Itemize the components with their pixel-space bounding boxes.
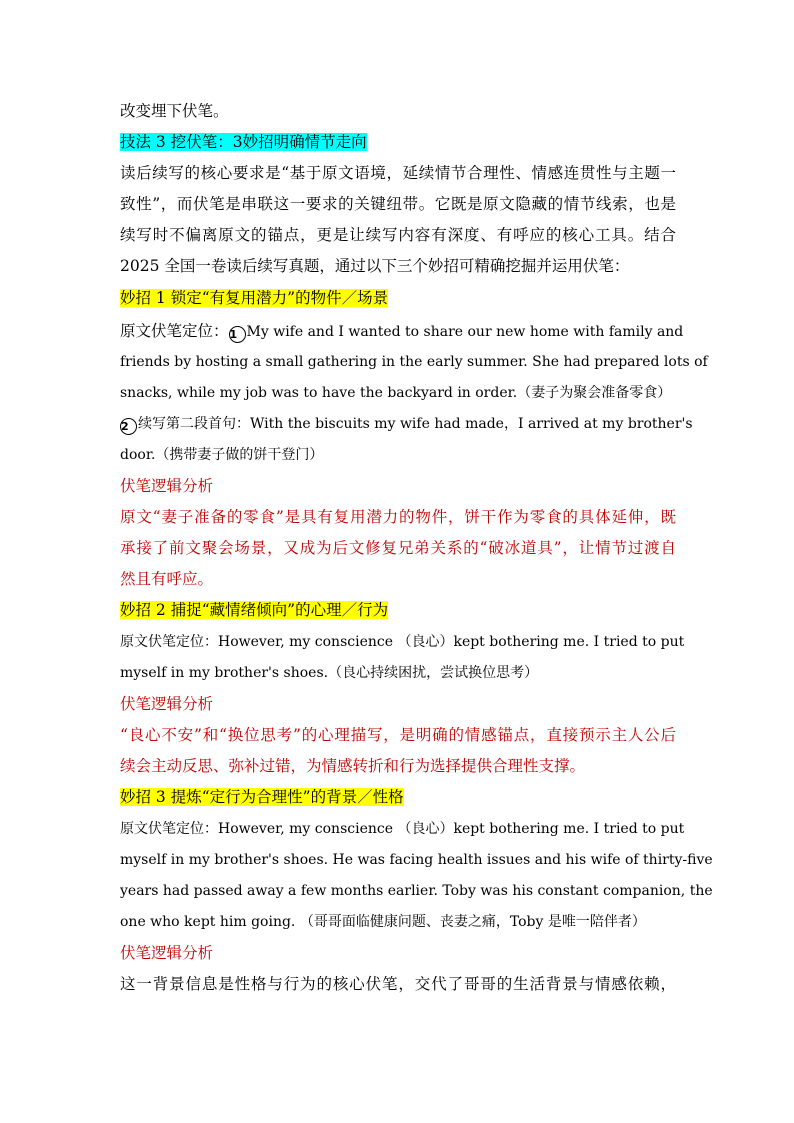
quote-text: 续写第二段首句：With the biscuits my wife had made，I arrived at my brother's — [138, 416, 693, 432]
tip-heading-3 — [120, 787, 404, 807]
quote-line — [120, 321, 684, 343]
circled-number: 1 — [229, 326, 246, 343]
quote-line: one who kept him going. （哥哥面临健康问题、丧妻之痛，Toby 是唯一陪伴者） — [120, 914, 646, 930]
analysis-line: “良心不安”和“换位思考”的心理描写，是明确的情感锚点，直接预示主人公后 — [120, 726, 676, 744]
circled-number: 2 — [120, 418, 137, 435]
quote-line: myself in my brother's shoes.（良心持续困扰，尝试换位思考） — [120, 665, 539, 681]
quote-line: myself in my brother's shoes. He was facing health issues and his wife of thirty-five — [120, 852, 713, 868]
logic-label: 伏笔逻辑分析 — [120, 944, 214, 962]
paragraph-line: 续写时不偏离原文的锚点，更是让续写内容有深度、有呼应的核心工具。结合 — [120, 226, 676, 244]
quote-label: 原文伏笔定位： — [120, 322, 229, 340]
quote-line: years had passed away a few months earlier. Toby was his constant companion, the — [120, 883, 713, 899]
paragraph-line: 读后续写的核心要求是“基于原文语境，延续情节合理性、情感连贯性与主题一 — [120, 164, 676, 182]
quote-text: My wife and I wanted to share our new home with family and — [246, 324, 684, 340]
quote-line: 原文伏笔定位：However, my conscience （良心）kept bothering me. I tried to put — [120, 634, 685, 650]
logic-label: 伏笔逻辑分析 — [120, 477, 214, 495]
tip-heading-1 — [120, 288, 388, 308]
paragraph-line: 2025 全国一卷读后续写真题，通过以下三个妙招可精确挖掘并运用伏笔： — [120, 257, 630, 275]
quote-line: door.（携带妻子做的饼干登门） — [120, 447, 324, 463]
analysis-line: 然且有呼应。 — [120, 570, 214, 588]
paragraph-line: 致性”，而伏笔是串联这一要求的关键纽带。它既是原文隐藏的情节线索，也是 — [120, 195, 676, 213]
tip-heading-text: 妙招 3 提炼“定行为合理性”的背景／性格 — [120, 788, 404, 806]
analysis-line: 承接了前文聚会场景，又成为后文修复兄弟关系的“破冰道具”，让情节过渡自 — [120, 539, 676, 557]
tip-heading-text: 妙招 2 捕捉“藏情绪倾向”的心理／行为 — [120, 601, 389, 619]
text-line: 改变埋下伏笔。 — [120, 102, 229, 120]
tip-heading-text: 妙招 1 锁定“有复用潜力”的物件／场景 — [120, 289, 389, 307]
quote-line: friends by hosting a small gathering in the early summer. She had prepared lots of — [120, 354, 708, 370]
analysis-line: 续会主动反思、弥补过错，为情感转折和行为选择提供合理性支撑。 — [120, 757, 586, 775]
heading-part-2: 妙招明确情节走向 — [242, 133, 367, 151]
analysis-line: 这一背景信息是性格与行为的核心伏笔，交代了哥哥的生活背景与情感依赖， — [120, 975, 676, 993]
logic-label: 伏笔逻辑分析 — [120, 695, 214, 713]
quote-line — [120, 414, 693, 435]
heading-part-1: 技法 3 挖伏笔：3 — [120, 133, 243, 151]
quote-line: 原文伏笔定位：However, my conscience （良心）kept bothering me. I tried to put — [120, 821, 685, 837]
tip-heading-2 — [120, 600, 388, 620]
section-heading — [120, 132, 367, 152]
quote-line: snacks, while my job was to have the backyard in order.（妻子为聚会准备零食） — [120, 385, 672, 401]
analysis-line: 原文“妻子准备的零食”是具有复用潜力的物件，饼干作为零食的具体延伸，既 — [120, 508, 676, 526]
